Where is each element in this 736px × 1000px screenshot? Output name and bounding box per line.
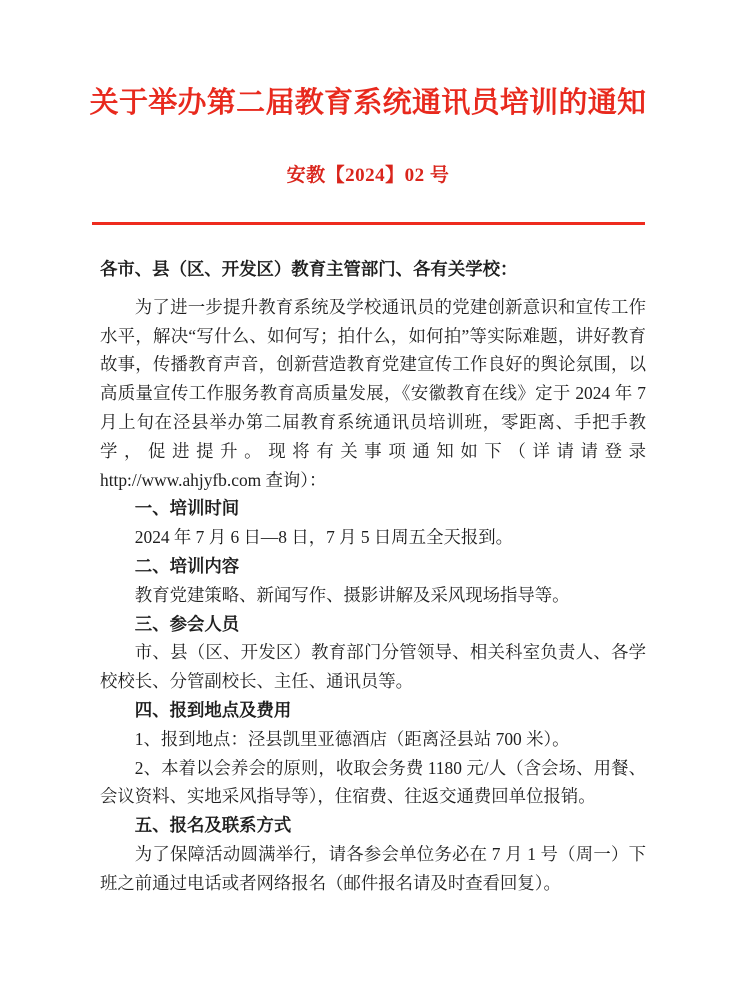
intro-text-before-url: 为了进一步提升教育系统及学校通讯员的党建创新意识和宣传工作水平，解决“写什么、如何写；拍什么，如何拍”等实际难题，讲好教育故事，传播教育声音，创新营造教育党建宣传工作良好的舆论氛围，以高质量宣传工作服务教育高质量发展，《安徽教育在线》定于 2024 年 7 月上旬在泾县举办第二届教育系统通讯员培训班，零距离、手把手教学，促进提升。现将有关事项通知如下（详请请登录 bbox=[100, 296, 646, 461]
section-3-paragraph: 市、县（区、开发区）教育部门分管领导、相关科室负责人、各学校校长、分管副校长、主任、通讯员等。 bbox=[100, 642, 646, 692]
intro-text-after-url: 查询）： bbox=[261, 469, 327, 490]
section-5-paragraph: 为了保障活动圆满举行，请各参会单位务必在 7 月 1 号（周一）下班之前通过电话或者网络报名（邮件报名请及时查看回复）。 bbox=[100, 843, 646, 893]
section-2-heading-training-content: 二、培训内容 bbox=[134, 555, 240, 576]
intro-paragraph bbox=[100, 293, 646, 495]
section-5-heading-registration-contact: 五、报名及联系方式 bbox=[134, 815, 292, 836]
section-4-heading-location-fees: 四、报到地点及费用 bbox=[134, 699, 292, 720]
salutation: 各市、县（区、开发区）教育主管部门、各有关学校： bbox=[100, 259, 518, 279]
section-3-heading-participants: 三、参会人员 bbox=[134, 613, 240, 634]
section-2-paragraph: 教育党建策略、新闻写作、摄影讲解及采风现场指导等。 bbox=[134, 584, 570, 605]
section-4-paragraph-1: 1、报到地点：泾县凯里亚德酒店（距离泾县站 700 米）。 bbox=[134, 728, 570, 749]
section-4-paragraph-2: 2、本着以会养会的原则，收取会务费 1180 元/人（含会场、用餐、会议资料、实地采风指导等），住宿费、往返交通费回单位报销。 bbox=[100, 757, 646, 807]
document-number: 安教【2024】02 号 bbox=[286, 165, 450, 186]
section-1-paragraph: 2024 年 7 月 6 日—8 日，7 月 5 日周五全天报到。 bbox=[134, 527, 514, 548]
document-title: 关于举办第二届教育系统通讯员培训的通知 bbox=[89, 87, 647, 119]
document-body bbox=[100, 255, 646, 898]
section-1-heading-training-time: 一、培训时间 bbox=[134, 498, 240, 519]
website-url: http://www.ahjyfb.com bbox=[100, 469, 262, 490]
red-divider-line bbox=[92, 222, 645, 225]
